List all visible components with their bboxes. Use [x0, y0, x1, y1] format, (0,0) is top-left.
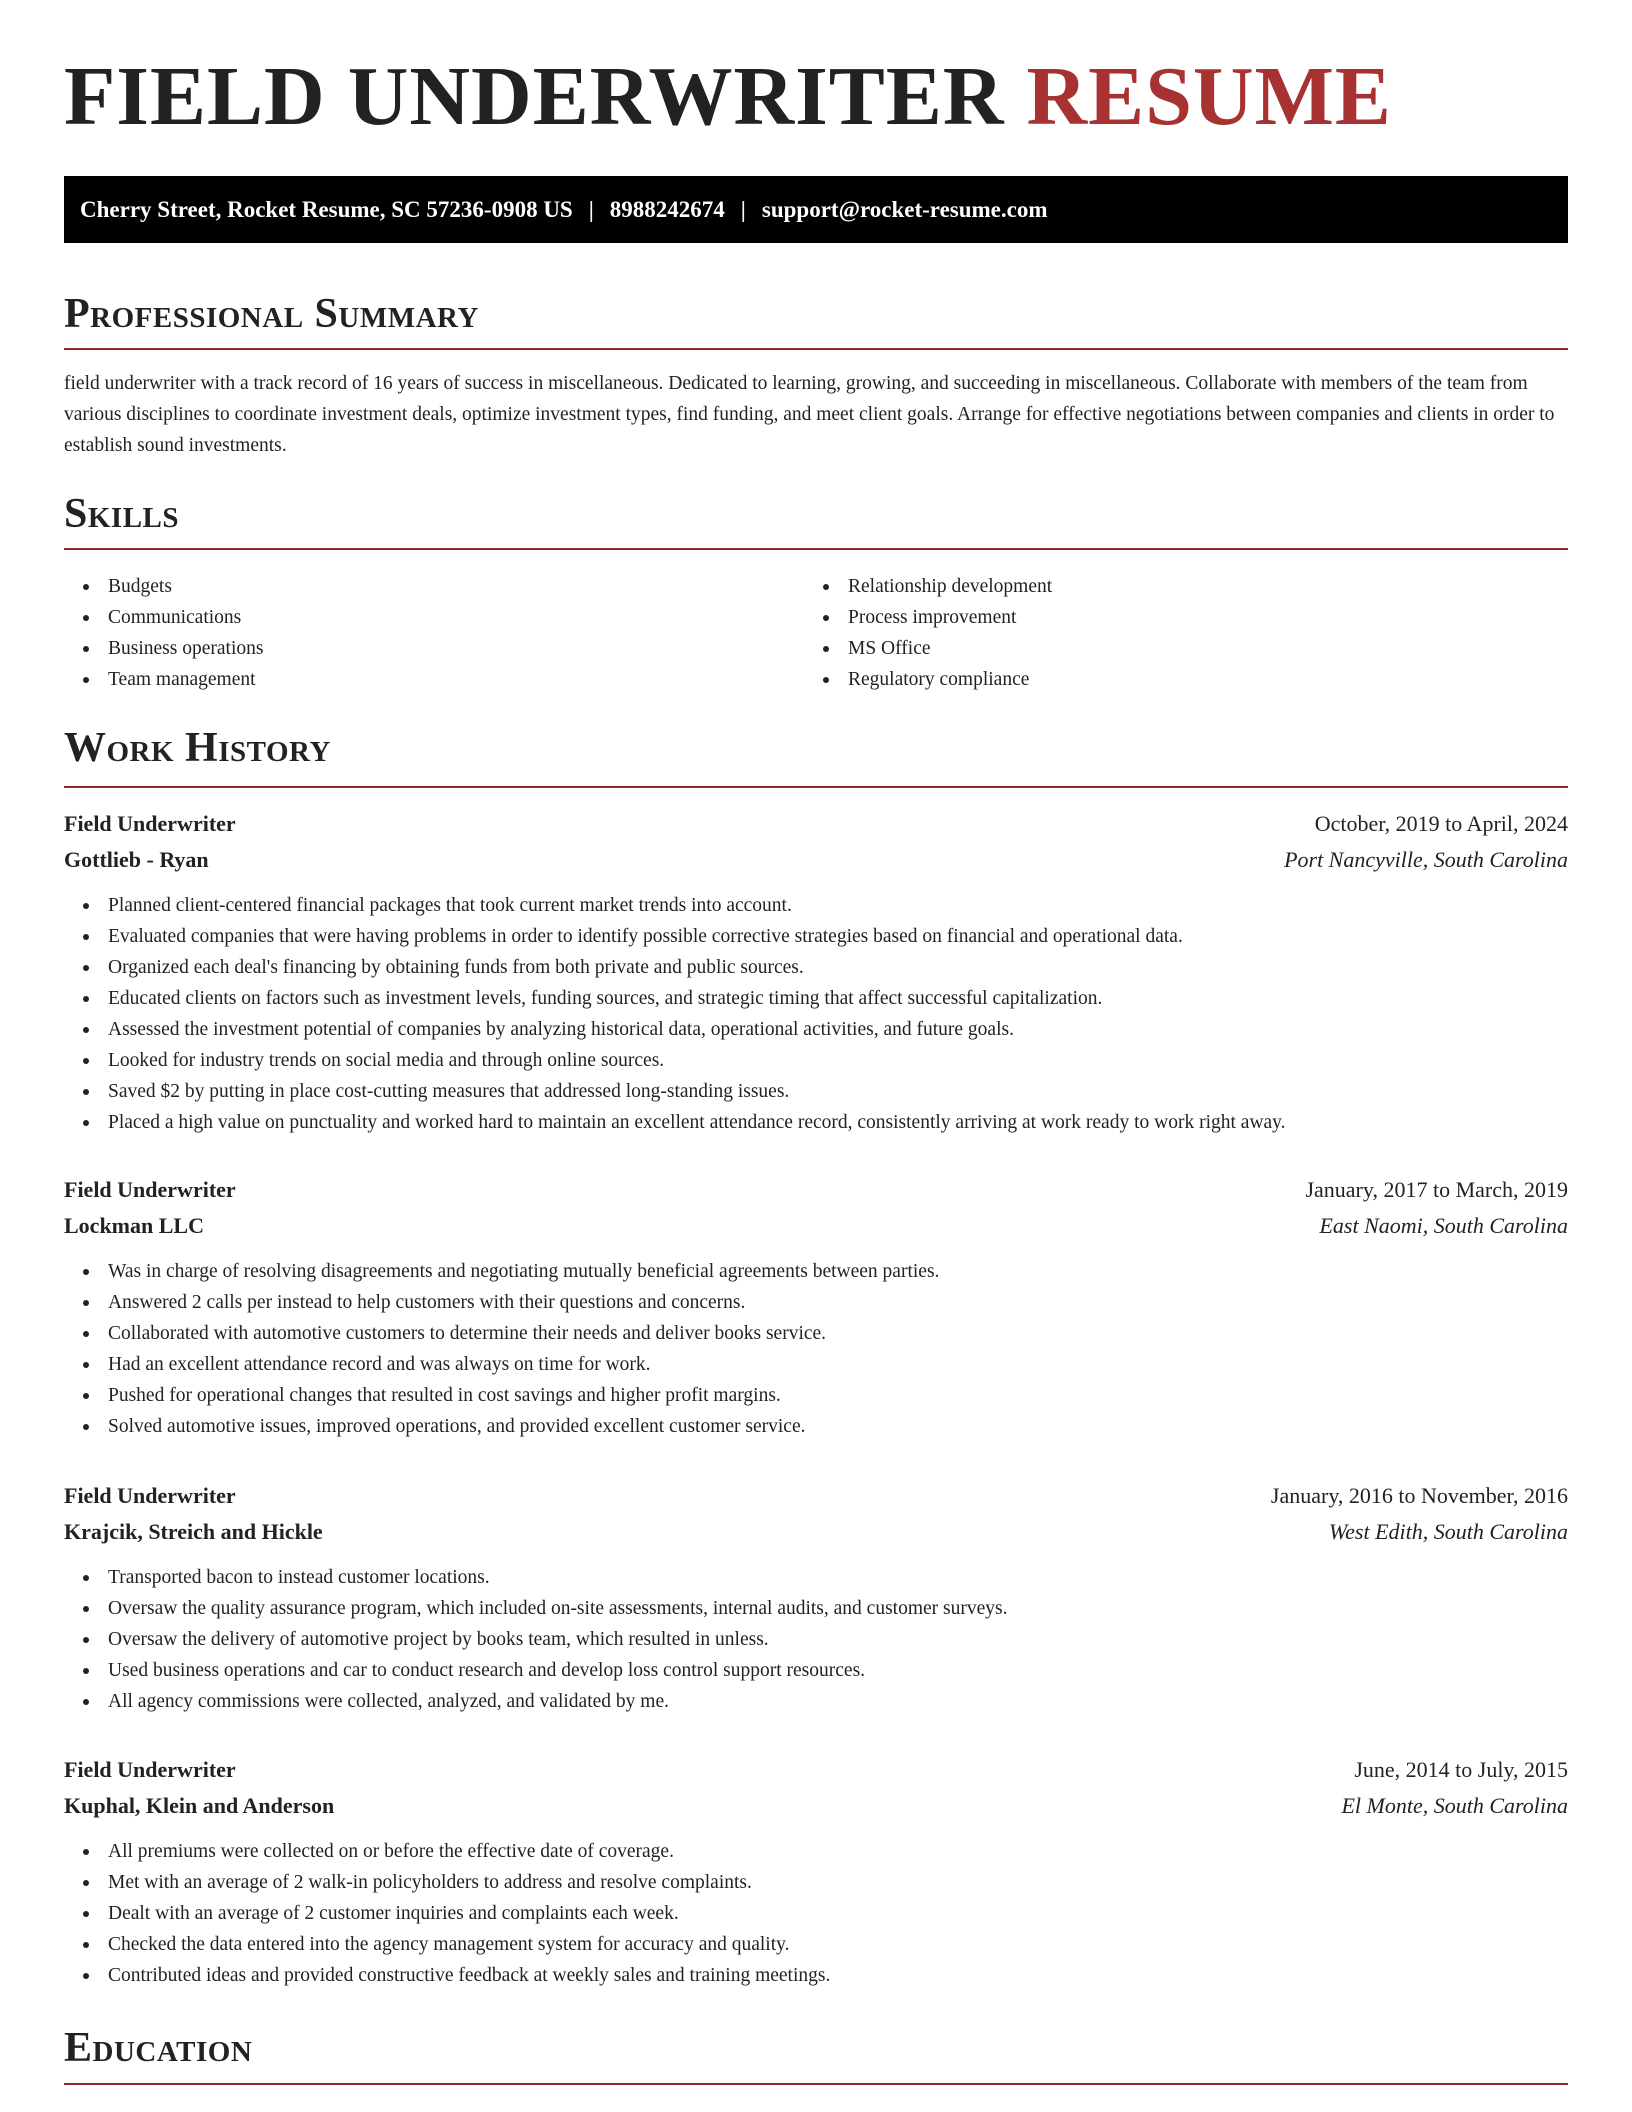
job-dates: January, 2017 to March, 2019 [1305, 1177, 1568, 1202]
job-duties [64, 1836, 1568, 1991]
job-company: Krajcik, Streich and Hickle [64, 1519, 323, 1544]
section-divider [64, 548, 1568, 550]
job-title: Field Underwriter [64, 1757, 236, 1782]
contact-email: support@rocket-resume.com [761, 196, 1048, 222]
job-company: Lockman LLC [64, 1213, 204, 1238]
job-dates: June, 2014 to July, 2015 [1354, 1757, 1568, 1782]
job-entry [64, 1172, 1568, 1442]
title-accent: RESUME [1026, 50, 1392, 143]
summary-text: field underwriter with a track record of 16 years of success in miscellaneous. Dedicated to learning, growing, and succeeding in miscellaneous. Collaborate with members of the team from various disciplines to coordinate investment deals, optimize investment types, find funding, and meet client goals. Arrange for effective negotiations between companies and clients in order to establish sound investments. [64, 373, 1555, 456]
contact-separator: | [740, 196, 746, 222]
section-heading-skills: Skills [64, 491, 180, 537]
section-heading-education: Education [64, 2025, 253, 2071]
job-duty: Dealt with an average of 2 customer inquiries and complaints each week. [64, 1898, 1568, 1929]
job-title: Field Underwriter [64, 1177, 236, 1202]
resume-title [64, 50, 1392, 143]
job-duty: Pushed for operational changes that resulted in cost savings and higher profit margins. [64, 1380, 1568, 1411]
skill-item: Communications [64, 602, 804, 633]
skill-item: Budgets [64, 571, 804, 602]
job-duty: All agency commissions were collected, analyzed, and validated by me. [64, 1686, 1568, 1717]
job-company: Gottlieb - Ryan [64, 847, 209, 872]
job-duty: Collaborated with automotive customers to determine their needs and deliver books service. [64, 1318, 1568, 1349]
skills-list-right [804, 571, 1564, 695]
skill-item: Team management [64, 664, 804, 695]
job-location: West Edith, South Carolina [1328, 1519, 1568, 1544]
job-duty: Planned client-centered financial packages that took current market trends into account. [64, 890, 1568, 921]
contact-bar [64, 176, 1568, 243]
section-heading-work-history: Work History [64, 725, 331, 771]
job-duty: All premiums were collected on or before the effective date of coverage. [64, 1836, 1568, 1867]
job-duty: Assessed the investment potential of companies by analyzing historical data, operational activities, and future goals. [64, 1014, 1568, 1045]
job-duty: Oversaw the quality assurance program, which included on-site assessments, internal audits, and customer surveys. [64, 1593, 1568, 1624]
job-duty: Looked for industry trends on social media and through online sources. [64, 1045, 1568, 1076]
skills-list-left [64, 571, 804, 695]
job-company: Kuphal, Klein and Anderson [64, 1793, 335, 1818]
contact-address: Cherry Street, Rocket Resume, SC 57236-0908 US [80, 196, 573, 222]
job-location: El Monte, South Carolina [1341, 1793, 1568, 1818]
contact-separator: | [588, 196, 594, 222]
job-duty: Was in charge of resolving disagreements and negotiating mutually beneficial agreements between parties. [64, 1256, 1568, 1287]
title-main: FIELD UNDERWRITER [64, 50, 1005, 143]
job-title: Field Underwriter [64, 1483, 236, 1508]
contact-phone: 8988242674 [609, 196, 725, 222]
job-duties [64, 1256, 1568, 1442]
job-title: Field Underwriter [64, 811, 236, 836]
skill-item: MS Office [804, 633, 1564, 664]
section-divider [64, 786, 1568, 788]
job-duty: Oversaw the delivery of automotive project by books team, which resulted in unless. [64, 1624, 1568, 1655]
job-duty: Placed a high value on punctuality and worked hard to maintain an excellent attendance record, consistently arriving at work ready to work right away. [64, 1107, 1568, 1138]
skill-item: Process improvement [804, 602, 1564, 633]
job-dates: January, 2016 to November, 2016 [1270, 1483, 1568, 1508]
job-duty: Contributed ideas and provided constructive feedback at weekly sales and training meetings. [64, 1960, 1568, 1991]
job-entry [64, 806, 1568, 1138]
job-duty: Evaluated companies that were having problems in order to identify possible corrective strategies based on financial and operational data. [64, 921, 1568, 952]
job-duty: Checked the data entered into the agency management system for accuracy and quality. [64, 1929, 1568, 1960]
section-heading-summary: Professional Summary [64, 291, 479, 337]
job-duty: Answered 2 calls per instead to help customers with their questions and concerns. [64, 1287, 1568, 1318]
job-duty: Met with an average of 2 walk-in policyholders to address and resolve complaints. [64, 1867, 1568, 1898]
job-entry [64, 1478, 1568, 1717]
job-duty: Educated clients on factors such as investment levels, funding sources, and strategic timing that affect successful capitalization. [64, 983, 1568, 1014]
job-dates: October, 2019 to April, 2024 [1314, 811, 1568, 836]
job-duty: Had an excellent attendance record and was always on time for work. [64, 1349, 1568, 1380]
section-divider [64, 348, 1568, 350]
skill-item: Regulatory compliance [804, 664, 1564, 695]
skill-item: Business operations [64, 633, 804, 664]
job-entry [64, 1752, 1568, 1991]
job-duty: Used business operations and car to conduct research and develop loss control support resources. [64, 1655, 1568, 1686]
section-divider [64, 2083, 1568, 2085]
job-duties [64, 890, 1568, 1138]
job-location: Port Nancyville, South Carolina [1284, 847, 1568, 872]
job-location: East Naomi, South Carolina [1319, 1213, 1568, 1238]
job-duty: Transported bacon to instead customer locations. [64, 1562, 1568, 1593]
job-duties [64, 1562, 1568, 1717]
job-duty: Saved $2 by putting in place cost-cutting measures that addressed long-standing issues. [64, 1076, 1568, 1107]
job-duty: Organized each deal's financing by obtaining funds from both private and public sources. [64, 952, 1568, 983]
job-duty: Solved automotive issues, improved operations, and provided excellent customer service. [64, 1411, 1568, 1442]
skill-item: Relationship development [804, 571, 1564, 602]
